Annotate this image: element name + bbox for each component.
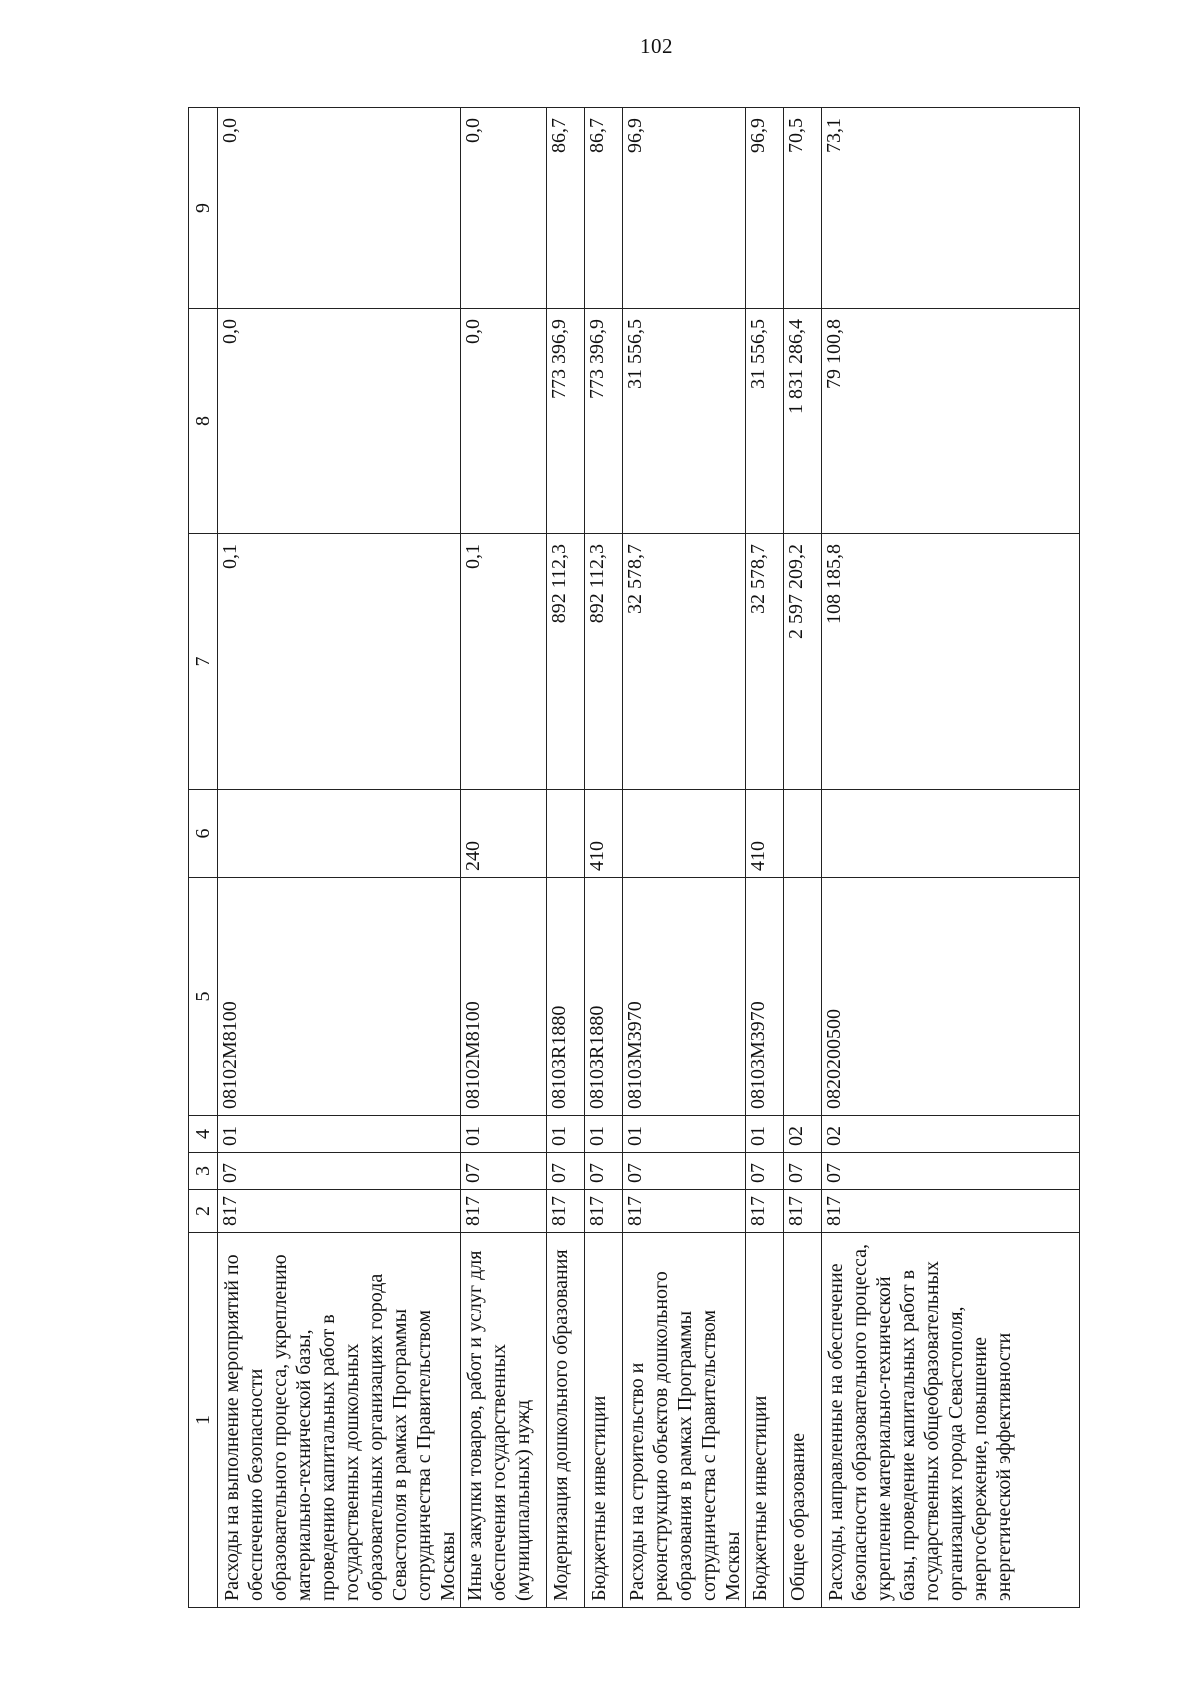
- cell-col-5: 0820200500: [822, 878, 1080, 1116]
- cell-col-2: 817: [461, 1190, 547, 1233]
- cell-col-8: 31 556,5: [623, 309, 746, 534]
- cell-col-3: 07: [218, 1153, 461, 1190]
- cell-col-4: 01: [547, 1116, 585, 1153]
- cell-col-8: 79 100,8: [822, 309, 1080, 534]
- cell-col-6: [218, 790, 461, 878]
- table-row: [746, 108, 784, 1608]
- row-name: Модернизация дошкольного образования: [547, 1233, 585, 1608]
- cell-col-4: 01: [623, 1116, 746, 1153]
- cell-col-5: 08103R1880: [547, 878, 585, 1116]
- column-header-3: 3: [189, 1153, 218, 1190]
- cell-col-6: [822, 790, 1080, 878]
- column-header-9: 9: [189, 108, 218, 309]
- cell-col-8: 31 556,5: [746, 309, 784, 534]
- cell-col-9: 0,0: [461, 108, 547, 309]
- cell-col-3: 07: [623, 1153, 746, 1190]
- cell-col-5: 08103R1880: [585, 878, 623, 1116]
- cell-col-2: 817: [547, 1190, 585, 1233]
- cell-col-7: 892 112,3: [585, 534, 623, 790]
- table-row: [218, 108, 461, 1608]
- cell-col-5: 08102M8100: [218, 878, 461, 1116]
- cell-col-4: 01: [218, 1116, 461, 1153]
- cell-col-7: 32 578,7: [623, 534, 746, 790]
- cell-col-9: 0,0: [218, 108, 461, 309]
- cell-col-6: 410: [746, 790, 784, 878]
- cell-col-9: 86,7: [585, 108, 623, 309]
- column-header-2: 2: [189, 1190, 218, 1233]
- cell-col-3: 07: [784, 1153, 822, 1190]
- cell-col-3: 07: [585, 1153, 623, 1190]
- cell-col-2: 817: [746, 1190, 784, 1233]
- table-row: [461, 108, 547, 1608]
- cell-col-8: 773 396,9: [547, 309, 585, 534]
- cell-col-6: 240: [461, 790, 547, 878]
- table-row: [822, 108, 1080, 1608]
- cell-col-9: 96,9: [623, 108, 746, 309]
- table-row: [547, 108, 585, 1608]
- budget-table: [188, 107, 1080, 1608]
- cell-col-3: 07: [547, 1153, 585, 1190]
- cell-col-3: 07: [746, 1153, 784, 1190]
- cell-col-6: 410: [585, 790, 623, 878]
- cell-col-2: 817: [784, 1190, 822, 1233]
- cell-col-3: 07: [461, 1153, 547, 1190]
- row-name: Расходы, направленные на обеспечение безопасности образовательного процесса, укрепление материально-технической базы, проведение капитальных работ в государственных общеобразовательных организациях города Севастополя, энергосбережение, повышение энергетической эффективности: [822, 1233, 1080, 1608]
- header-row: [189, 108, 218, 1608]
- cell-col-8: 773 396,9: [585, 309, 623, 534]
- cell-col-8: 0,0: [461, 309, 547, 534]
- page-number: 102: [640, 34, 673, 58]
- cell-col-9: 73,1: [822, 108, 1080, 309]
- cell-col-5: 08103M3970: [746, 878, 784, 1116]
- table-row: [585, 108, 623, 1608]
- cell-col-4: 02: [784, 1116, 822, 1153]
- cell-col-4: 01: [585, 1116, 623, 1153]
- cell-col-7: 32 578,7: [746, 534, 784, 790]
- cell-col-5: 08103M3970: [623, 878, 746, 1116]
- column-header-4: 4: [189, 1116, 218, 1153]
- row-name: Расходы на строительство и реконструкцию объектов дошкольного образования в рамках Программы сотрудничества с Правительством Москвы: [623, 1233, 746, 1608]
- row-name: Общее образование: [784, 1233, 822, 1608]
- row-name: Бюджетные инвестиции: [585, 1233, 623, 1608]
- cell-col-2: 817: [623, 1190, 746, 1233]
- cell-col-5: 08102M8100: [461, 878, 547, 1116]
- cell-col-7: 0,1: [461, 534, 547, 790]
- cell-col-4: 02: [822, 1116, 1080, 1153]
- cell-col-7: 108 185,8: [822, 534, 1080, 790]
- column-header-6: 6: [189, 790, 218, 878]
- cell-col-6: [623, 790, 746, 878]
- cell-col-6: [547, 790, 585, 878]
- table-row: [784, 108, 822, 1608]
- cell-col-7: 2 597 209,2: [784, 534, 822, 790]
- row-name: Бюджетные инвестиции: [746, 1233, 784, 1608]
- budget-table-container: [188, 108, 1126, 1608]
- cell-col-8: 1 831 286,4: [784, 309, 822, 534]
- column-header-1: 1: [189, 1233, 218, 1608]
- row-name: Расходы на выполнение мероприятий по обеспечению безопасности образовательного процесса, укреплению материально-технической базы, проведению капитальных работ в государственных дошкольных образовательных организациях города Севастополя в рамках Программы сотрудничества с Правительством Москвы: [218, 1233, 461, 1608]
- cell-col-2: 817: [585, 1190, 623, 1233]
- cell-col-9: 86,7: [547, 108, 585, 309]
- column-header-7: 7: [189, 534, 218, 790]
- cell-col-7: 0,1: [218, 534, 461, 790]
- cell-col-2: 817: [822, 1190, 1080, 1233]
- cell-col-4: 01: [461, 1116, 547, 1153]
- cell-col-4: 01: [746, 1116, 784, 1153]
- cell-col-7: 892 112,3: [547, 534, 585, 790]
- cell-col-8: 0,0: [218, 309, 461, 534]
- row-name: Иные закупки товаров, работ и услуг для обеспечения государственных (муниципальных) нужд: [461, 1233, 547, 1608]
- cell-col-2: 817: [218, 1190, 461, 1233]
- cell-col-9: 96,9: [746, 108, 784, 309]
- cell-col-5: [784, 878, 822, 1116]
- table-row: [623, 108, 746, 1608]
- cell-col-6: [784, 790, 822, 878]
- column-header-8: 8: [189, 309, 218, 534]
- cell-col-9: 70,5: [784, 108, 822, 309]
- column-header-5: 5: [189, 878, 218, 1116]
- cell-col-3: 07: [822, 1153, 1080, 1190]
